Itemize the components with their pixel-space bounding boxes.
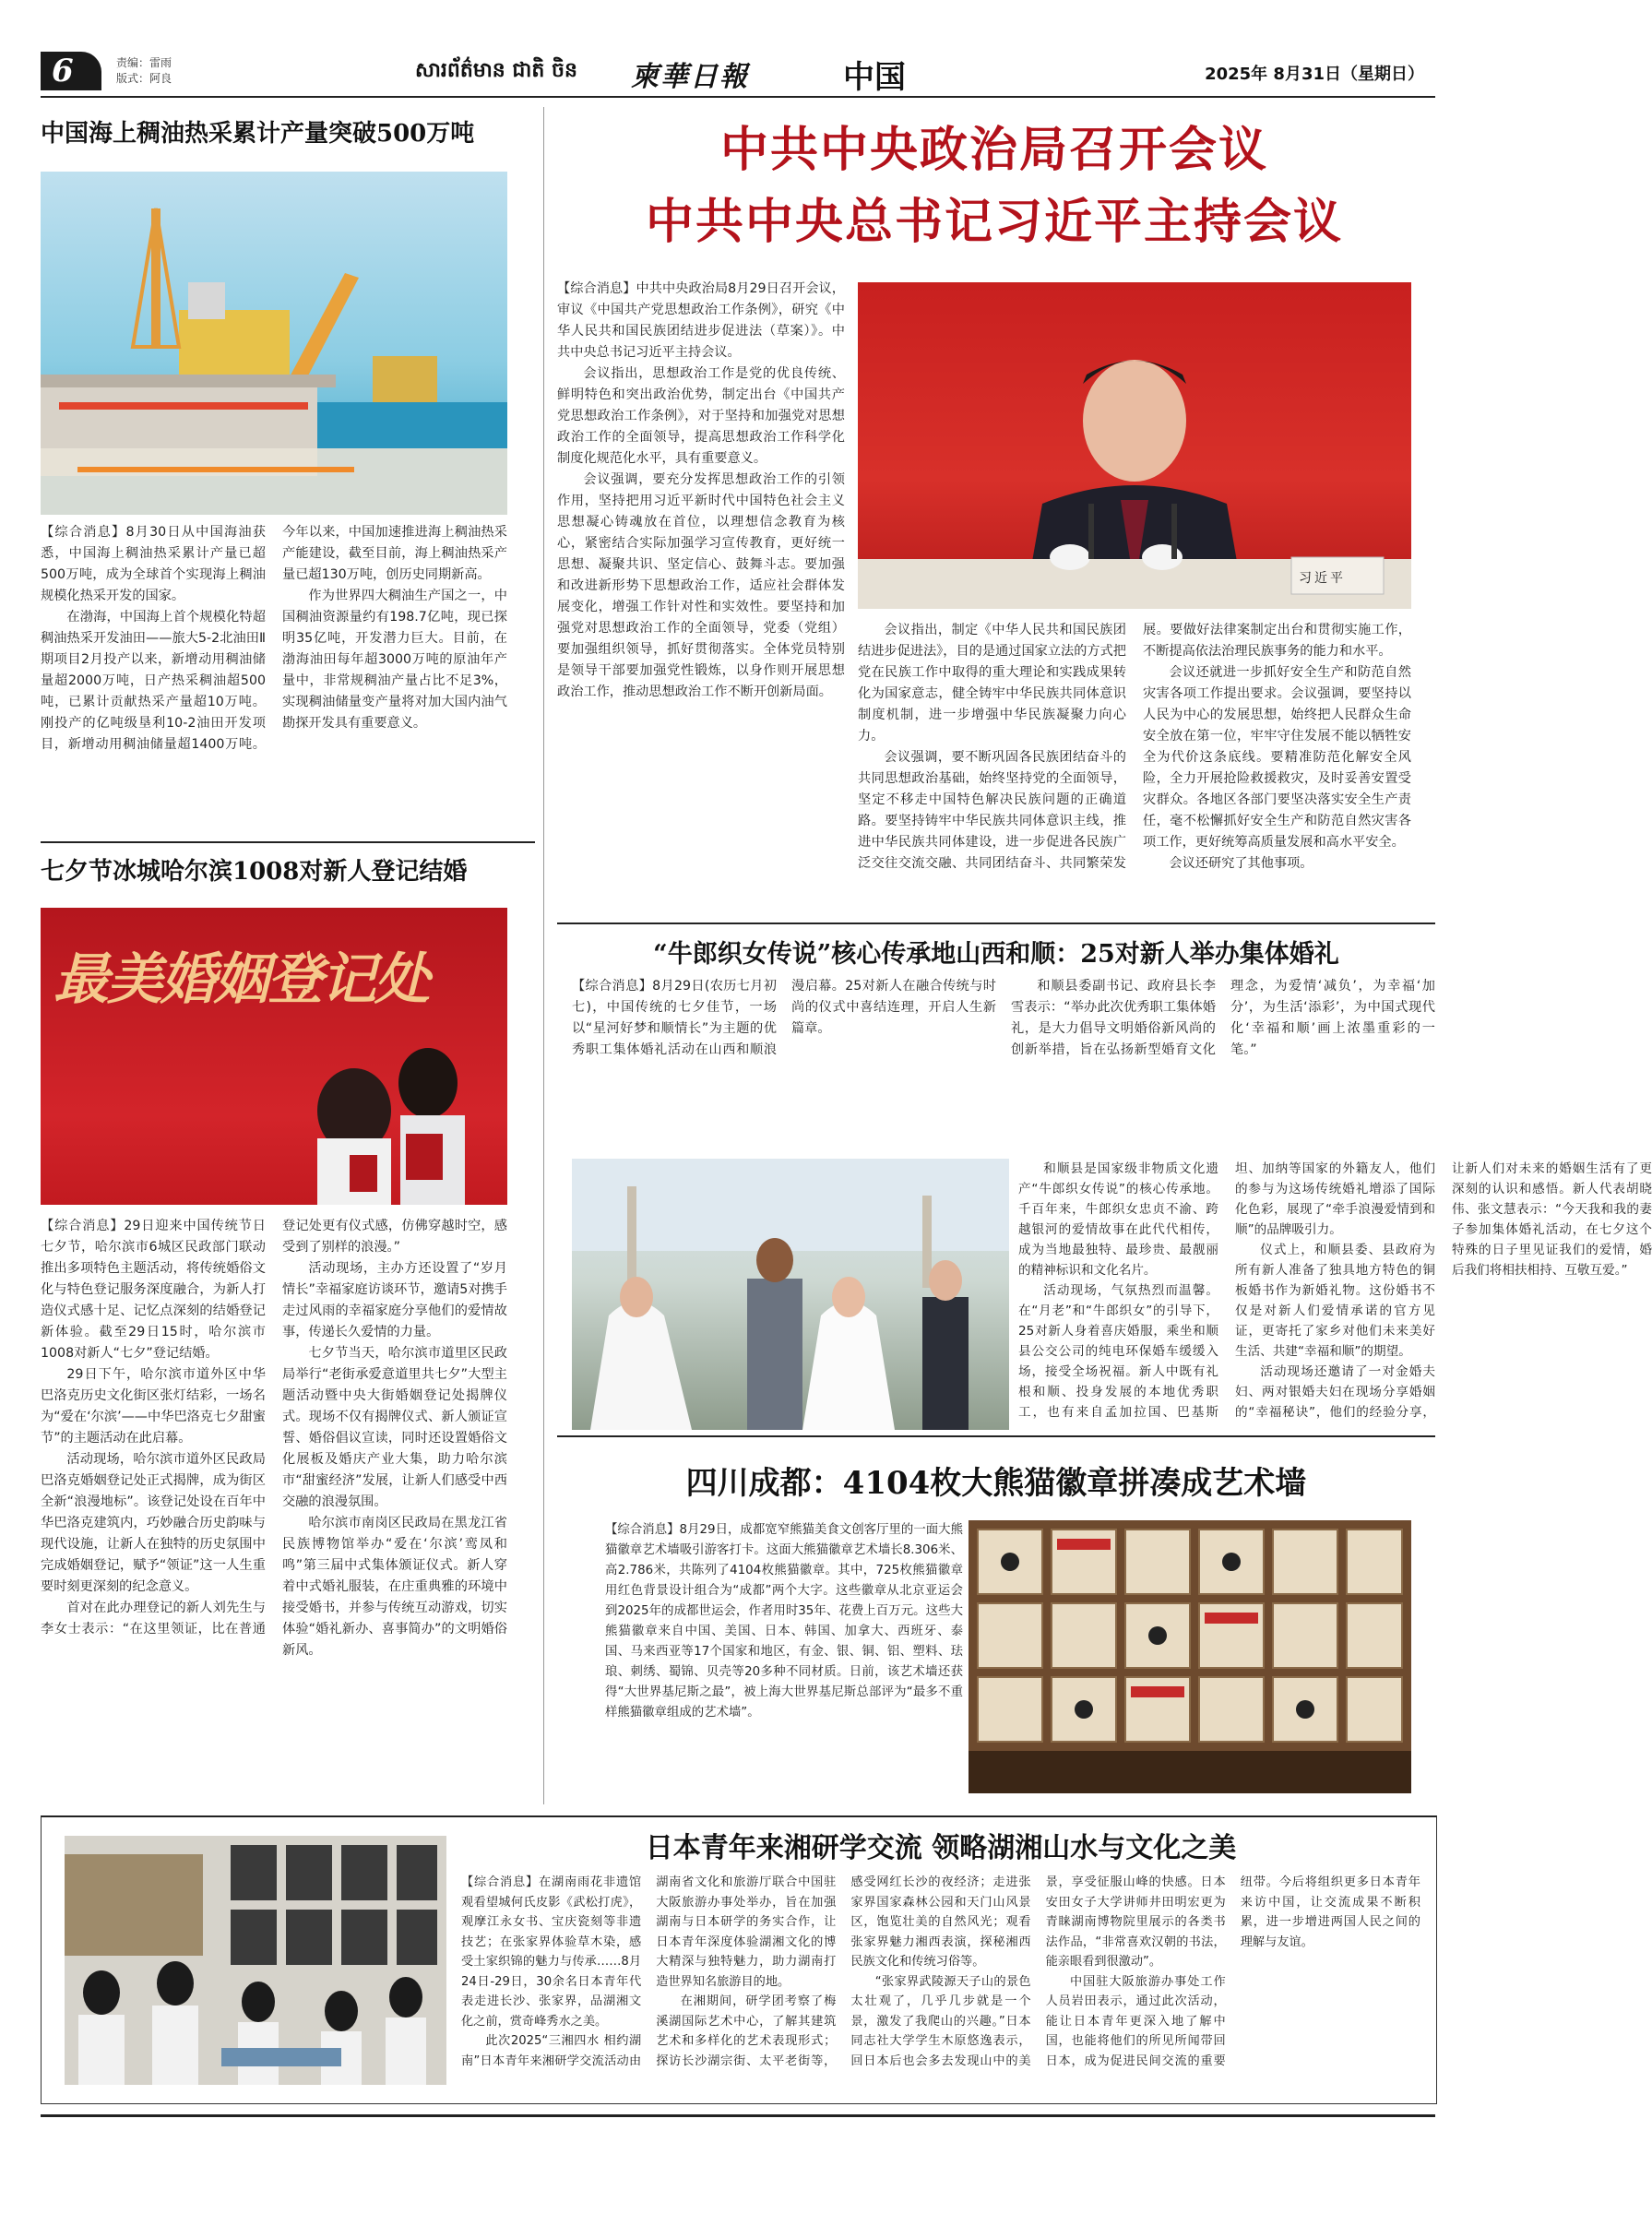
heshun-paragraph: 【综合消息】8月29日(农历七月初七)，中国传统的七夕佳节，一场以“星河好梦和顺情长”为主题的优秀职工集体婚礼活动在山西和顺浪漫启幕。25对新人在融合传统与时尚的仪式中喜结连理，开启人生新篇章。	[572, 979, 996, 1057]
oil-paragraph: 在渤海，中国海上首个规模化特超稠油热采开发油田——旅大5-2北油田Ⅱ期项目2月投产以来，新增动用稠油储量超2000万吨，日产热采稠油超500吨，已累计贡献热采产量超10万吨。刚投产的亿吨级垦利10-2油田开发项目，新增动用稠油储量超1400万吨。今年以来，中国加速推进海上稠油热采产能建设，截至目前，海上稠油热采产量已超130万吨，创历史同期新高。	[41, 525, 507, 752]
section-rule	[41, 841, 535, 843]
hunan-headline: 日本青年来湘研学交流 领略湖湘山水与文化之美	[645, 1832, 1237, 1864]
hunan-article-body	[461, 1873, 1420, 2090]
politburo-paragraph: 【综合消息】中共中央政治局8月29日召开会议，审议《中国共产党思想政治工作条例》，研究《中华人民共和国民族团结进步促进法（草案）》。中共中央总书记习近平主持会议。	[557, 281, 845, 360]
politburo-paragraph: 会议还就进一步抓好安全生产和防范自然灾害各项工作提出要求。会议强调，要坚持以人民为中心的发展思想，始终把人民群众生命安全放在第一位，牢牢守住发展不能以牺牲安全为代价这条底线。要精准防范化解安全风险，全力开展抢险救援救灾，及时妥善安置受灾群众。各地区各部门要坚决落实安全生产责任，毫不松懈抓好安全生产和防范自然灾害各项工作，更好统筹高质量发展和高水平安全。	[1143, 665, 1411, 850]
oil-paragraph: 作为世界四大稠油生产国之一，中国稠油资源量约有198.7亿吨，现已探明35亿吨，开发潜力巨大。目前，在渤海油田每年超3000万吨的原油年产量中，非常规稠油产量占比不足3%，实现稠油储量变产量将对加大国内油气勘探开发具有重要意义。	[282, 589, 507, 731]
heshun-article-body	[572, 976, 1435, 1157]
harbin-paragraph: 活动现场，哈尔滨市道外区民政局巴洛克婚姻登记处正式揭牌，成为街区全新“浪漫地标”。该登记处设在百年中华巴洛克建筑内，巧妙融合历史韵味与现代设施，让新人在独特的历史氛围中完成婚姻登记，赋予“领证”这一人生重要时刻更深刻的纪念意义。	[41, 1452, 266, 1594]
harbin-headline: 七夕节冰城哈尔滨1008对新人登记结婚	[41, 858, 468, 886]
section-rule	[557, 1435, 1435, 1437]
issue-date: 2025年 8月31日（星期日）	[1205, 65, 1424, 84]
oil-paragraph: 【综合消息】8月30日从中国海油获悉，中国海上稠油热采累计产量已超500万吨，成为全球首个实现海上稠油规模化热采开发的国家。	[41, 525, 266, 603]
hunan-paragraph: 【综合消息】在湖南雨花非遗馆观看望城何氏皮影《武松打虎》，观摩江永女书、宝庆瓷刻等非遗技艺；在张家界体验草木染，感受土家织锦的魅力与传承……8月24日-29日，30余名日本青年代表走进长沙、张家界，品湖湘文化之前，赏奇峰秀水之美。	[461, 1875, 642, 2029]
politburo-paragraph: 会议还研究了其他事项。	[1169, 856, 1313, 871]
column-divider	[543, 107, 544, 1804]
panda-paragraph: 【综合消息】8月29日，成都宽窄熊猫美食文创客厅里的一面大熊猫徽章艺术墙吸引游客打卡。这面大熊猫徽章艺术墙长8.306米、高2.786米，共陈列了4104枚熊猫徽章。其中，725枚熊猫徽章用红色背景设计组合为“成都”两个大字。这些徽章从北京亚运会到2025年的成都世运会，作者用时35年、花费上百万元。这些大熊猫徽章来自中国、美国、日本、韩国、加拿大、西班牙、泰国、马来西亚等17个国家和地区，有金、银、铜、铝、塑料、珐琅、刺绣、蜀锦、贝壳等20多种不同材质。日前，该艺术墙还获得“大世界基尼斯之最”，被上海大世界基尼斯总部评为“最多不重样熊猫徽章组成的艺术墙”。	[605, 1523, 963, 1720]
masthead	[41, 52, 1435, 94]
group-wedding-photo	[572, 1159, 1009, 1430]
hunan-paragraph: 此次2025“三湘四水 相约湖南”日本青年来湘研学交流活动由湖南省文化和旅游厅联合中国驻大阪旅游办事处举办，旨在加强湖南与日本研学的务实合作，让日本青年深度体验湖湘文化的博大精深与独特魅力，助力湖南打造世界知名旅游目的地。	[461, 1875, 837, 2068]
footer-rule	[41, 2114, 1435, 2117]
harbin-paragraph: 活动现场，主办方还设置了“岁月情长”幸福家庭访谈环节，邀请5对携手走过风雨的幸福家庭分享他们的爱情故事，传递长久爱情的力量。	[282, 1261, 507, 1339]
harbin-article-body	[41, 1216, 507, 1808]
khmer-title: សារព័ត៌មាន ជាតិ ចិន	[415, 59, 577, 82]
politburo-paragraph: 会议指出，制定《中华人民共和国民族团结进步促进法》，目的是通过国家立法的方式把党在民族工作中取得的重大理论和实践成果转化为国家意志，健全铸牢中华民族共同体意识制度机制，进一步增强中华民族凝聚力向心力。	[858, 623, 1126, 744]
panda-badge-wall-photo	[969, 1520, 1411, 1793]
harbin-paragraph: 【综合消息】29日迎来中国传统节日七夕节，哈尔滨市6城区民政部门联动推出多项特色主题活动，将传统婚俗文化与特色登记服务深度融合，为新人打造仪式感十足、记忆点深刻的结婚登记新体验。截至29日15时，哈尔滨市1008对新人“七夕”登记结婚。	[41, 1219, 266, 1361]
politburo-cols-right	[858, 620, 1411, 934]
heshun-paragraph: 活动现场还邀请了一对金婚夫妇、两对银婚夫妇在现场分享婚姻的“幸福秘诀”，他们的经验分享，让新人们对未来的婚姻生活有了更深刻的认识和感悟。新人代表胡晓伟、张文慧表示：“今天我和我的妻子参加集体婚礼活动，在七夕这个特殊的日子里见证我们的爱情，婚后我们将相扶相持、互敬互爱。”	[1235, 1161, 1652, 1420]
nameplate: 习近平	[1299, 571, 1346, 586]
page-number-box	[41, 52, 101, 90]
heshun-paragraph: 仪式上，和顺县委、县政府为所有新人准备了独具地方特色的铜板婚书作为新婚礼物。这份婚书不仅是对新人们爱情承诺的官方见证，更寄托了家乡对他们未来美好生活、共建“幸福和顺”的期望。	[1235, 1243, 1435, 1359]
japanese-youth-exhibit-photo	[65, 1836, 446, 2085]
politburo-paragraph: 会议强调，要不断巩固各民族团结奋斗的共同思想政治基础，始终坚持党的全面领导，坚定不移走中国特色解决民族问题的正确道路。要坚持铸牢中华民族共同体意识主线，推进中华民族共同体建设，进一步促进各民族广泛交往交流交融、共同团结奋斗、共同繁荣发展。要做好法律案制定出台和贯彻实施工作，不断提高依法治理民族事务的能力和水平。	[858, 623, 1411, 871]
politburo-paragraph: 会议强调，要充分发挥思想政治工作的引领作用，坚持把用习近平新时代中国特色社会主义思想凝心铸魂放在首位，以理想信念教育为核心，紧密结合实际加强学习宣传教育，更好统一思想、凝聚共识、坚定信心、鼓舞斗志。要加强和改进新形势下思想政治工作，适应社会群体发展变化，增强工作针对性和实效性。要坚持和加强党对思想政治工作的全面领导，党委（党组）要加强组织领导，抓好贯彻落实。全体党员特别是领导干部要加强党性锻炼，以身作则开展思想政治工作，推动思想政治工作不断开创新局面。	[557, 472, 845, 699]
editor-credits	[116, 55, 172, 87]
hunan-paragraph: “张家界武陵源天子山的景色太壮观了，几乎几步就是一个景，激发了我爬山的兴趣。”日本同志社大学学生木原悠逸表示，回日本后也会多去发现山中的美景，享受征服山峰的快感。日本安田女子大学讲师井田明宏更为青睐湖南博物院里展示的各类书法作品，“非常喜欢汉朝的书法，能亲眼看到很激动”。	[850, 1875, 1226, 2068]
offshore-platform-photo	[41, 172, 507, 515]
hunan-paragraph: 在湘期间，研学团考察了梅溪湖国际艺术中心，了解其建筑艺术和多样化的艺术表现形式；探访长沙湖宗街、太平老街等，感受网红长沙的夜经济；走进张家界国家森林公园和天门山风景区，饱览壮美的自然风光；观看张家界魅力湘西表演，探秘湘西民族文化和传统习俗等。	[656, 1875, 1031, 2068]
heshun-article-body-lower	[1018, 1159, 1652, 1435]
harbin-paragraph: 首对在此办理登记的新人刘先生与李女士表示：“在这里领证，比在普通登记处更有仪式感，仿佛穿越时空，感受到了别样的浪漫。”	[41, 1219, 507, 1637]
heshun-paragraph: 和顺县委副书记、政府县长李雪表示：“举办此次优秀职工集体婚礼，是大力倡导文明婚俗新风尚的创新举措，旨在弘扬新型婚育文化理念，为爱情‘减负’，为幸福‘加分’，为生活‘添彩’，为中国式现代化‘幸福和顺’画上浓墨重彩的一笔。”	[1011, 979, 1435, 1057]
heshun-headline: “牛郎织女传说”核心传承地山西和顺：25对新人举办集体婚礼	[653, 940, 1339, 969]
politburo-paragraph: 会议指出，思想政治工作是党的优良传统、鲜明特色和突出政治优势，制定出台《中国共产党思想政治工作条例》，对于坚持和加强党对思想政治工作的全面领导，提高思想政治工作科学化制度化规范化水平，具有重要意义。	[557, 366, 845, 466]
politburo-col-1	[557, 279, 845, 943]
editor-line: 责编：雷雨	[116, 56, 172, 69]
politburo-headline-2: 中共中央总书记习近平主持会议	[645, 195, 1343, 250]
harbin-paragraph: 29日下午，哈尔滨市道外区中华巴洛克历史文化街区张灯结彩，一场名为“爱在‘尔滨’——中华巴洛克七夕甜蜜节”的主题活动在此启幕。	[41, 1367, 266, 1446]
hunan-paragraph: 中国驻大阪旅游办事处工作人员岩田表示，通过此次活动，能让日本青年更深入地了解中国，也能将他们的所见所闻带回日本，成为促进民间交流的重要纽带。今后将组织更多日本青年来访中国，让交流成果不断积累，进一步增进两国人民之间的理解与友谊。	[1045, 1875, 1420, 2068]
page-number: 6	[52, 53, 74, 89]
harbin-paragraph: 哈尔滨市南岗区民政局在黑龙江省民族博物馆举办“爱在‘尔滨’鸾凤和鸣”第三届中式集体颁证仪式。新人穿着中式婚礼服装，在庄重典雅的环境中接受婚书，并参与传统互动游戏，切实体验“婚礼新办、喜事简办”的文明婚俗新风。	[282, 1516, 507, 1658]
heshun-paragraph: 活动现场，气氛热烈而温馨。在“月老”和“牛郎织女”的引导下，25对新人身着喜庆婚服，乘坐和顺县公交公司的纯电环保婚车缓缓入场，接受全场祝福。新人中既有礼根和顺、投身发展的本地优秀职工，也有来自孟加拉国、巴基斯坦、加纳等国家的外籍友人，他们的参与为这场传统婚礼增添了国际化色彩，展现了“牵手浪漫爱情到和顺”的品牌吸引力。	[1018, 1161, 1435, 1420]
xi-jinping-meeting-photo	[858, 282, 1411, 609]
panda-headline: 四川成都：4104枚大熊猫徽章拼凑成艺术墙	[685, 1465, 1307, 1502]
section-title: 中国	[843, 59, 906, 96]
oil-article-body	[41, 522, 507, 836]
oil-headline: 中国海上稠油热采累计产量突破500万吨	[41, 120, 475, 148]
wedding-registration-photo	[41, 908, 507, 1205]
masthead-rule	[41, 96, 1435, 98]
calligraphy-sign: 最美婚姻登记处	[53, 947, 428, 1012]
paper-name-logo: 柬華日報	[631, 61, 749, 93]
layout-line: 版式：阿良	[116, 72, 172, 85]
harbin-paragraph: 七夕节当天，哈尔滨市道里区民政局举行“老街承爱意道里共七夕”大型主题活动暨中央大街婚姻登记处揭牌仪式。现场不仅有揭牌仪式、新人颁证宣誓、婚俗倡议宣读，同时还设置婚俗文化展板及婚庆产业大集，助力哈尔滨市“甜蜜经济”发展，让新人们感受中西交融的浪漫氛围。	[282, 1346, 507, 1509]
section-rule	[557, 922, 1435, 924]
panda-article-body	[605, 1520, 963, 1793]
politburo-headline-1: 中共中央政治局召开会议	[719, 123, 1268, 178]
heshun-paragraph: 和顺县是国家级非物质文化遗产“牛郎织女传说”的核心传承地。千百年来，牛郎织女忠贞不渝、跨越银河的爱情故事在此代代相传，成为当地最独特、最珍贵、最靓丽的精神标识和文化名片。	[1018, 1161, 1218, 1278]
